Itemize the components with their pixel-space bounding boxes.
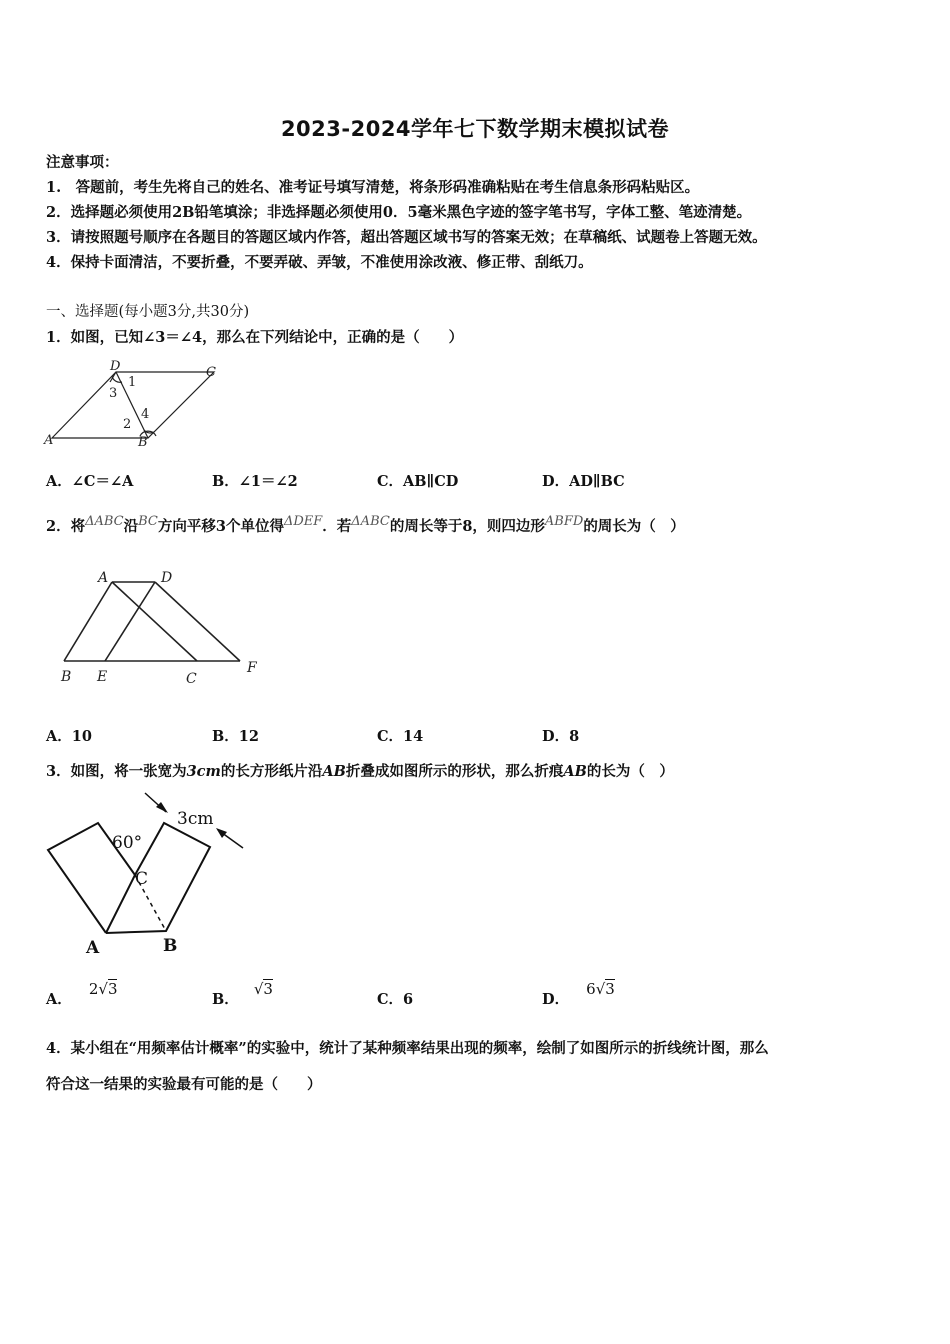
page-title: 2023-2024学年七下数学期末模拟试卷	[280, 117, 670, 141]
q1-option-d: D．AD∥BC	[542, 473, 625, 490]
label-d: D	[110, 359, 121, 374]
angle-1-label: 1	[128, 375, 137, 390]
q2-option-d: D．8	[542, 728, 580, 745]
question-2-figure	[50, 565, 270, 690]
label-c: C	[186, 671, 197, 687]
label-b: B	[61, 669, 72, 685]
q3-option-a: A． 2√3	[46, 980, 118, 1008]
question-4-stem-line1: 4．某小组在“用频率估计概率”的实验中，统计了某种频率结果出现的频率，绘制了如图所示的折线统计图，那么	[46, 1040, 769, 1057]
label-d: D	[161, 570, 173, 586]
label-b: B	[163, 936, 178, 956]
label-c: C	[135, 869, 149, 889]
width-label: 3cm	[177, 809, 214, 829]
angle-2-label: 2	[123, 417, 132, 432]
question-3-figure	[40, 790, 260, 960]
label-a: A	[86, 938, 100, 958]
q2-option-c: C．14	[377, 728, 424, 745]
angle-3-label: 3	[109, 386, 118, 401]
question-3-stem: 3．如图，将一张宽为3cm的长方形纸片沿AB折叠成如图所示的形状，那么折痕AB的长为（ ）	[46, 763, 674, 780]
label-b: B	[138, 435, 148, 450]
q1-option-b: B．∠1＝∠2	[212, 473, 298, 490]
q1-option-a: A．∠C＝∠A	[46, 473, 134, 490]
question-4-stem-line2: 符合这一结果的实验最有可能的是（ ）	[46, 1076, 322, 1093]
label-c: C	[206, 365, 216, 380]
notice-item-3: 3．请按照题号顺序在各题目的答题区域内作答，超出答题区域书写的答案无效；在草稿纸、试题卷上答题无效。	[46, 229, 767, 246]
q1-option-c: C．AB∥CD	[377, 473, 459, 490]
notice-item-1: 1. 答题前，考生先将自己的姓名、准考证号填写清楚，将条形码准确粘贴在考生信息条形码粘贴区。	[46, 179, 700, 196]
question-1-stem: 1．如图，已知∠3＝∠4，那么在下列结论中，正确的是（ ）	[46, 329, 464, 346]
question-1-figure	[40, 352, 240, 452]
label-a: A	[98, 570, 109, 586]
q2-option-b: B．12	[212, 728, 259, 745]
q3-option-c: C．6	[377, 991, 414, 1008]
label-f: F	[247, 660, 257, 676]
q3-option-d: D． 6√3	[542, 980, 615, 1008]
q2-option-a: A．10	[46, 728, 92, 745]
question-2-stem: 2．将ΔABC沿BC方向平移3个单位得ΔDEF．若ΔABC的周长等于8，则四边形ABFD的周长为（ ）	[46, 514, 685, 535]
angle-label: 60°	[112, 833, 143, 853]
notice-item-2: 2．选择题必须使用2B铅笔填涂；非选择题必须使用0．5毫米黑色字迹的签字笔书写，字体工整、笔迹清楚。	[46, 204, 752, 221]
angle-4-label: 4	[141, 407, 150, 422]
notice-heading: 注意事项：	[46, 154, 119, 171]
label-a: A	[44, 433, 54, 448]
q3-option-b: B． √3	[212, 980, 273, 1008]
section-heading: 一、选择题(每小题3分,共30分)	[46, 304, 250, 320]
label-e: E	[97, 669, 108, 685]
notice-item-4: 4．保持卡面清洁，不要折叠，不要弄破、弄皱，不准使用涂改液、修正带、刮纸刀。	[46, 254, 593, 271]
